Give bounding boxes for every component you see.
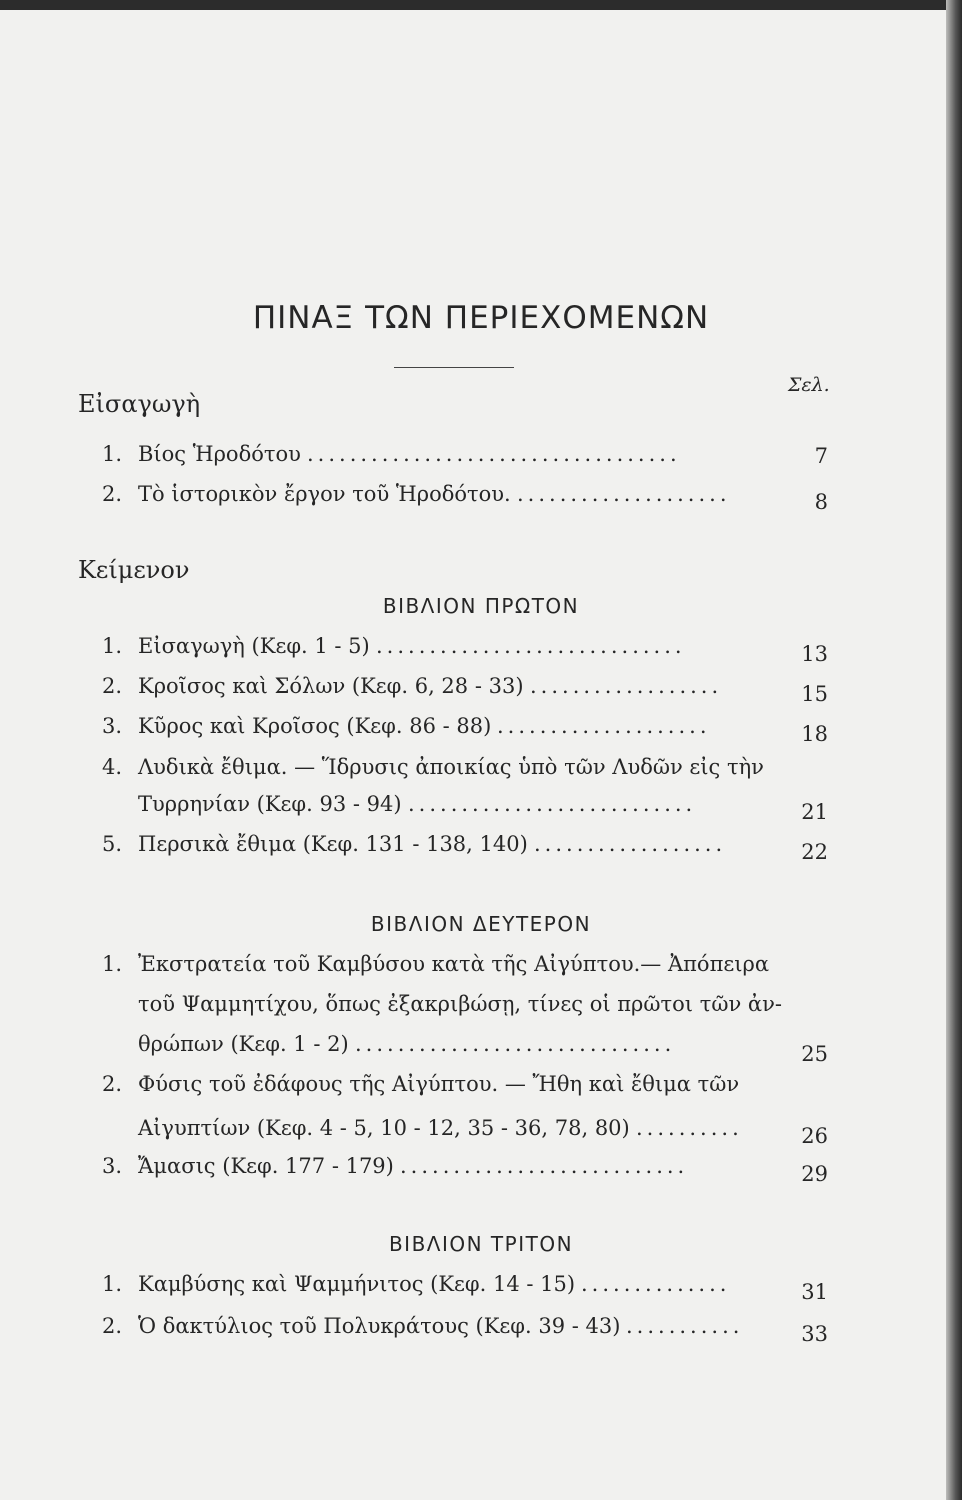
title-rule	[394, 367, 514, 368]
entry-number: 4.	[102, 755, 123, 779]
entry-number: 1.	[102, 1272, 123, 1296]
text-section-heading: Κείμενον	[78, 556, 190, 584]
toc-entry[interactable]	[102, 1072, 828, 1102]
dot-leader: ..............	[581, 1272, 731, 1296]
dot-leader: ..................	[534, 832, 727, 856]
entry-title: Κῦρος καὶ Κροῖσος (Κεφ. 86 - 88)	[138, 714, 492, 738]
entry-number: 1.	[102, 442, 123, 466]
toc-entry[interactable]	[102, 442, 828, 472]
book2-heading: ΒΙΒΛΙΟΝ ΔΕΥΤΕΡΟΝ	[370, 912, 592, 936]
entry-page: 22	[801, 840, 828, 864]
entry-title: Ἐκστρατεία τοῦ Καμβύσου κατὰ τῆς Αἰγύπτου.— Ἀπόπειρα	[138, 952, 770, 976]
entry-number: 2.	[102, 674, 123, 698]
entry-page: 33	[801, 1322, 828, 1346]
dot-leader: ....................	[517, 482, 731, 506]
entry-title-continued: τοῦ Ψαμμητίχου, ὅπως ἐξακριβώσῃ, τίνες οἱ πρῶτοι τῶν ἀν-	[138, 992, 782, 1016]
entry-title: Λυδικὰ ἔθιμα. — Ἵδρυσις ἀποικίας ὑπὸ τῶν Λυδῶν εἰς τὴν	[138, 755, 764, 779]
toc-entry[interactable]	[102, 952, 828, 982]
entry-title-continued: θρώπων (Κεφ. 1 - 2)	[138, 1032, 349, 1056]
book3-heading: ΒΙΒΛΙΟΝ ΤΡΙΤΟΝ	[388, 1232, 574, 1256]
dot-leader: ...........................	[400, 1154, 689, 1178]
entry-number: 1.	[102, 634, 123, 658]
dot-leader: ..........	[636, 1116, 743, 1140]
entry-title: Φύσις τοῦ ἐδάφους τῆς Αἰγύπτου. — Ἤθη καὶ ἔθιμα τῶν	[138, 1072, 740, 1096]
entry-page: 21	[801, 800, 828, 824]
entry-page: 25	[801, 1042, 828, 1066]
dot-leader: ..................	[530, 674, 723, 698]
toc-entry[interactable]	[102, 755, 828, 785]
entry-page: 8	[814, 490, 828, 514]
toc-entry[interactable]	[102, 634, 828, 664]
dot-leader: ...................................	[307, 442, 681, 466]
entry-title: Βίος Ἡροδότου	[138, 442, 301, 466]
toc-entry[interactable]	[102, 482, 828, 512]
dot-leader: ...........................	[408, 792, 697, 816]
entry-number: 3.	[102, 714, 123, 738]
dot-leader: ....................	[497, 714, 711, 738]
entry-number: 2.	[102, 482, 123, 506]
dot-leader: .............................	[376, 634, 686, 658]
entry-page: 26	[801, 1124, 828, 1148]
entry-number: 5.	[102, 832, 123, 856]
entry-page: 15	[801, 682, 828, 706]
entry-page: 13	[801, 642, 828, 666]
toc-entry[interactable]	[102, 832, 828, 862]
toc-entry-continued[interactable]	[102, 992, 828, 1022]
entry-page: 7	[814, 444, 828, 468]
entry-page: 31	[801, 1280, 828, 1304]
page-title: ΠΙΝΑΞ ΤΩΝ ΠΕΡΙΕΧΟΜΕΝΩΝ	[252, 300, 710, 336]
page-column-label: Σελ.	[788, 374, 830, 396]
entry-page: 29	[801, 1162, 828, 1186]
entry-title: Ἄμασις (Κεφ. 177 - 179)	[138, 1154, 394, 1178]
toc-entry[interactable]	[102, 674, 828, 704]
toc-entry-continued[interactable]	[102, 792, 828, 822]
dot-leader: ..............................	[355, 1032, 676, 1056]
entry-number: 2.	[102, 1314, 123, 1338]
entry-title: Τὸ ἱστορικὸν ἔργον τοῦ Ἡροδότου.	[138, 482, 511, 506]
toc-entry[interactable]	[102, 1314, 828, 1344]
toc-entry[interactable]	[102, 714, 828, 744]
entry-number: 2.	[102, 1072, 123, 1096]
intro-heading: Εἰσαγωγὴ	[78, 390, 201, 418]
toc-entry[interactable]	[102, 1272, 828, 1302]
entry-number: 3.	[102, 1154, 123, 1178]
entry-page: 18	[801, 722, 828, 746]
toc-entry-continued[interactable]	[102, 1116, 828, 1146]
entry-title: Κροῖσος καὶ Σόλων (Κεφ. 6, 28 - 33)	[138, 674, 524, 698]
dot-leader: ...........	[626, 1314, 744, 1338]
entry-title-continued: Τυρρηνίαν (Κεφ. 93 - 94)	[138, 792, 402, 816]
book1-heading: ΒΙΒΛΙΟΝ ΠΡΩΤΟΝ	[382, 594, 580, 618]
entry-title: Ὁ δακτύλιος τοῦ Πολυκράτους (Κεφ. 39 - 43)	[138, 1314, 621, 1338]
toc-entry[interactable]	[102, 1154, 828, 1184]
entry-title-continued: Αἰγυπτίων (Κεφ. 4 - 5, 10 - 12, 35 - 36, 78, 80)	[138, 1116, 630, 1140]
entry-title: Καμβύσης καὶ Ψαμμήνιτος (Κεφ. 14 - 15)	[138, 1272, 576, 1296]
entry-title: Εἰσαγωγὴ (Κεφ. 1 - 5)	[138, 634, 370, 658]
toc-entry-continued[interactable]	[102, 1032, 828, 1066]
entry-title: Περσικὰ ἔθιμα (Κεφ. 131 - 138, 140)	[138, 832, 528, 856]
entry-number: 1.	[102, 952, 123, 976]
